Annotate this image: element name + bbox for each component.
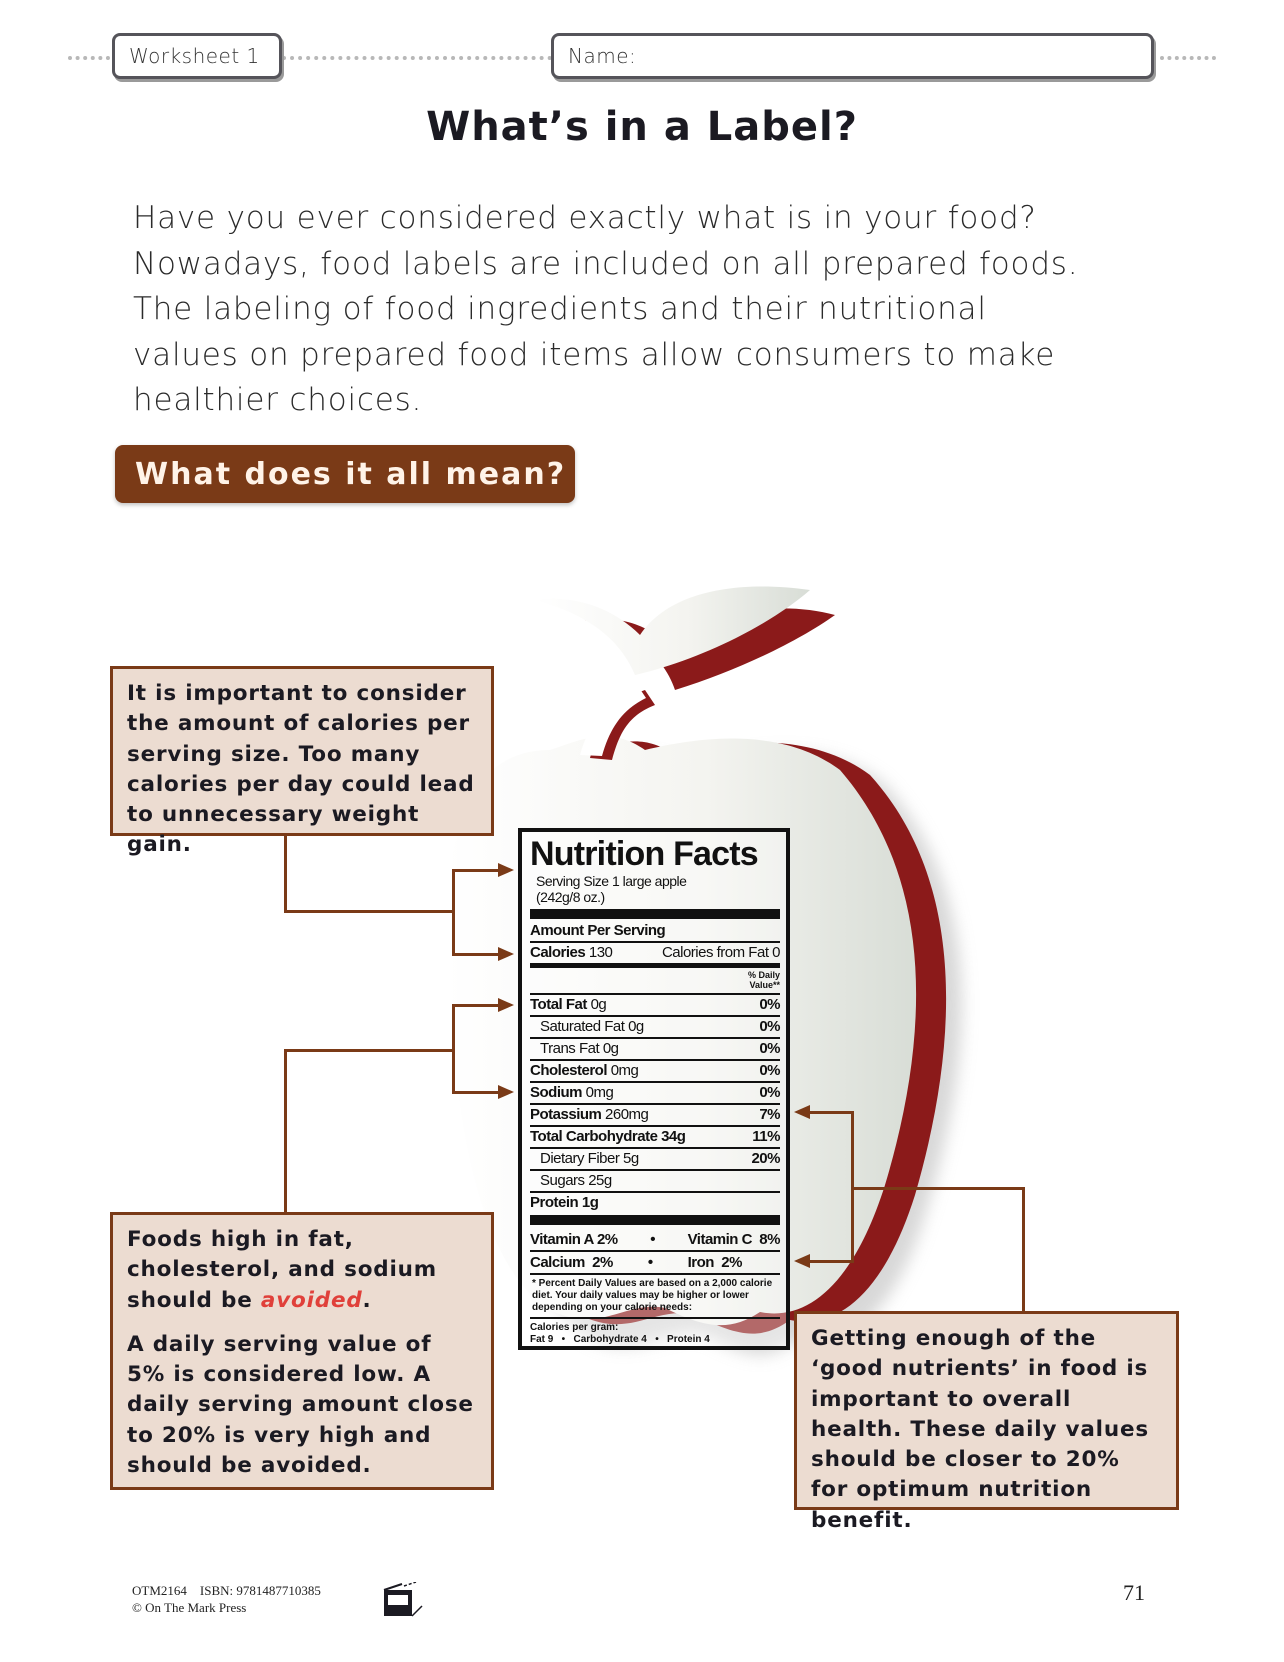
calories-per-gram-label: Calories per gram: <box>530 1322 619 1333</box>
section-banner-text: What does it all mean? <box>135 456 567 492</box>
nutrient-amount: 0mg <box>610 1062 639 1079</box>
nutrient-row-sodium <box>530 1083 780 1105</box>
daily-value-header <box>530 968 780 995</box>
vitamin-a: Vitamin A 2% <box>530 1231 618 1248</box>
nutrient-label: Dietary Fiber <box>540 1150 620 1167</box>
nutrient-amount: 34g <box>661 1128 686 1145</box>
nutrient-label: Sugars <box>540 1172 585 1189</box>
amount-per-serving-row <box>530 921 780 943</box>
daily-value-header-line1: % Daily <box>747 970 780 980</box>
nutrient-dv: 0% <box>759 1018 780 1035</box>
callout-good-nutrients-text: Getting enough of the ‘good nutrients’ in food is important to overall health. These daily values should be closer to 20% for optimum nutrition benefit. <box>811 1326 1149 1533</box>
header-dotted-rule-middle <box>282 56 552 60</box>
name-label: Name: <box>568 44 637 68</box>
nutrient-amount: 0mg <box>585 1084 614 1101</box>
nutrient-label: Protein <box>530 1194 579 1211</box>
callout-avoid-line1: Foods high in fat, cholesterol, and sodium should be <box>127 1227 437 1313</box>
worksheet-label: Worksheet 1 <box>129 44 260 68</box>
connector-line <box>284 836 287 911</box>
nutrient-label: Total Carbohydrate <box>530 1128 658 1145</box>
connector-line <box>808 1260 854 1263</box>
nutrient-row-total-fat <box>530 995 780 1017</box>
nutrient-row-trans-fat <box>530 1039 780 1061</box>
nutrition-facts-title: Nutrition Facts <box>530 835 758 873</box>
nutrient-row-cholesterol <box>530 1061 780 1083</box>
daily-value-header-line2: Value** <box>749 980 780 990</box>
arrow-to-sodium-icon <box>498 1085 514 1099</box>
serving-size-line1: Serving Size 1 large apple <box>536 873 687 889</box>
connector-line <box>852 1187 1025 1190</box>
connector-line <box>452 869 455 955</box>
nutrient-row-saturated-fat <box>530 1017 780 1039</box>
page-title: What’s in a Label? <box>426 104 858 150</box>
connector-line <box>284 1049 454 1052</box>
iron: Iron 2% <box>687 1254 742 1271</box>
amount-per-serving-label: Amount Per Serving <box>530 922 666 939</box>
worksheet-label-box <box>112 33 282 79</box>
nutrient-label: Cholesterol <box>530 1062 608 1079</box>
period: . <box>362 1287 372 1313</box>
calories-label: Calories <box>530 944 586 961</box>
arrow-to-calories-icon <box>498 947 514 961</box>
connector-line <box>452 953 502 956</box>
calcium: Calcium 2% <box>530 1254 613 1271</box>
name-field[interactable] <box>551 33 1154 79</box>
footer-publisher: © On The Mark Press <box>132 1600 247 1615</box>
nutrient-amount: 25g <box>588 1172 612 1189</box>
connector-line <box>452 1004 455 1094</box>
thick-divider <box>530 1215 780 1225</box>
arrow-to-serving-size-icon <box>498 863 514 877</box>
nutrient-row-potassium <box>530 1105 780 1127</box>
page-number: 71 <box>1123 1580 1145 1605</box>
header-dotted-rule-right <box>1160 56 1216 60</box>
nutrient-label: Total Fat <box>530 996 587 1013</box>
connector-line <box>808 1111 854 1114</box>
connector-line <box>452 1091 502 1094</box>
nutrient-amount: 260mg <box>605 1106 649 1123</box>
nutrition-facts-label <box>518 828 790 1350</box>
avoided-emphasis: avoided <box>260 1287 363 1313</box>
callout-good-nutrients <box>794 1311 1179 1533</box>
nutrient-label: Potassium <box>530 1106 602 1123</box>
nutrient-amount: 5g <box>623 1150 639 1167</box>
nutrient-amount: 0g <box>628 1018 644 1035</box>
arrow-to-vitamins-icon <box>794 1254 810 1268</box>
connector-line <box>452 1004 502 1007</box>
callout-avoid-para1 <box>127 1225 477 1316</box>
nutrient-dv: 11% <box>752 1128 780 1145</box>
nutrient-amount: 0g <box>590 996 607 1013</box>
callout-calories <box>110 666 494 858</box>
nutrient-row-protein <box>530 1193 780 1213</box>
vitamin-c: Vitamin C 8% <box>687 1231 780 1248</box>
serving-size-line2: (242g/8 oz.) <box>536 889 605 905</box>
nutrient-row-sugars <box>530 1171 780 1193</box>
arrow-to-total-fat-icon <box>498 998 514 1012</box>
bullet: • <box>647 1254 653 1271</box>
nutrient-dv: 0% <box>759 1084 780 1101</box>
calories-value: 130 <box>588 944 613 961</box>
photocopier-icon <box>380 1582 440 1618</box>
nutrient-amount: 0g <box>602 1040 619 1057</box>
nutrient-label: Sodium <box>530 1084 582 1101</box>
nutrient-amount: 1g <box>581 1194 599 1211</box>
footer-code-isbn: OTM2164 ISBN: 9781487710385 <box>132 1583 321 1598</box>
callout-avoid-para2: A daily serving value of 5% is considered low. A daily serving amount close to 20% is very high and should be avoided. <box>127 1331 474 1479</box>
nutrient-row-dietary-fiber <box>530 1149 780 1171</box>
calories-per-gram-values: Fat 9 • Carbohydrate 4 • Protein 4 <box>530 1334 710 1345</box>
connector-line <box>284 1049 287 1212</box>
nutrient-dv: 7% <box>759 1106 780 1123</box>
vitamin-row-1 <box>530 1229 780 1252</box>
nutrient-dv: 20% <box>751 1150 780 1167</box>
callout-avoid <box>110 1212 494 1490</box>
callout-calories-text: It is important to consider the amount of calories per serving size. Too many calories per day could lead to unnecessary weight gain. <box>127 681 475 858</box>
nutrition-footnote: * Percent Daily Values are based on a 2,000 calorie diet. Your daily values may be higher or lower depending on your calorie needs: <box>530 1275 780 1319</box>
nutrient-label: Saturated Fat <box>540 1018 625 1035</box>
bullet: • <box>650 1231 655 1248</box>
vitamin-row-2 <box>530 1252 780 1275</box>
connector-line <box>284 910 454 913</box>
nutrient-label: Trans Fat <box>540 1040 600 1057</box>
section-banner <box>115 445 575 503</box>
calories-row <box>530 943 780 968</box>
nutrient-row-total-carbohydrate <box>530 1127 780 1149</box>
connector-line <box>452 869 502 872</box>
thick-divider <box>530 909 780 919</box>
arrow-to-potassium-icon <box>794 1105 810 1119</box>
footer-credits <box>132 1582 321 1616</box>
nutrient-dv: 0% <box>759 1062 780 1079</box>
connector-line <box>851 1111 854 1263</box>
header-dotted-rule-left <box>68 56 110 60</box>
nutrient-dv: 0% <box>759 1040 780 1057</box>
nutrient-dv: 0% <box>759 996 780 1013</box>
calories-from-fat: Calories from Fat 0 <box>661 944 780 961</box>
intro-paragraph: Have you ever considered exactly what is in your food? Nowadays, food labels are included on all prepared foods. The labeling of food ingredients and their nutritional values on prepared food items allow consumers to make healthier choices. <box>133 200 1079 418</box>
connector-line <box>1022 1187 1025 1312</box>
